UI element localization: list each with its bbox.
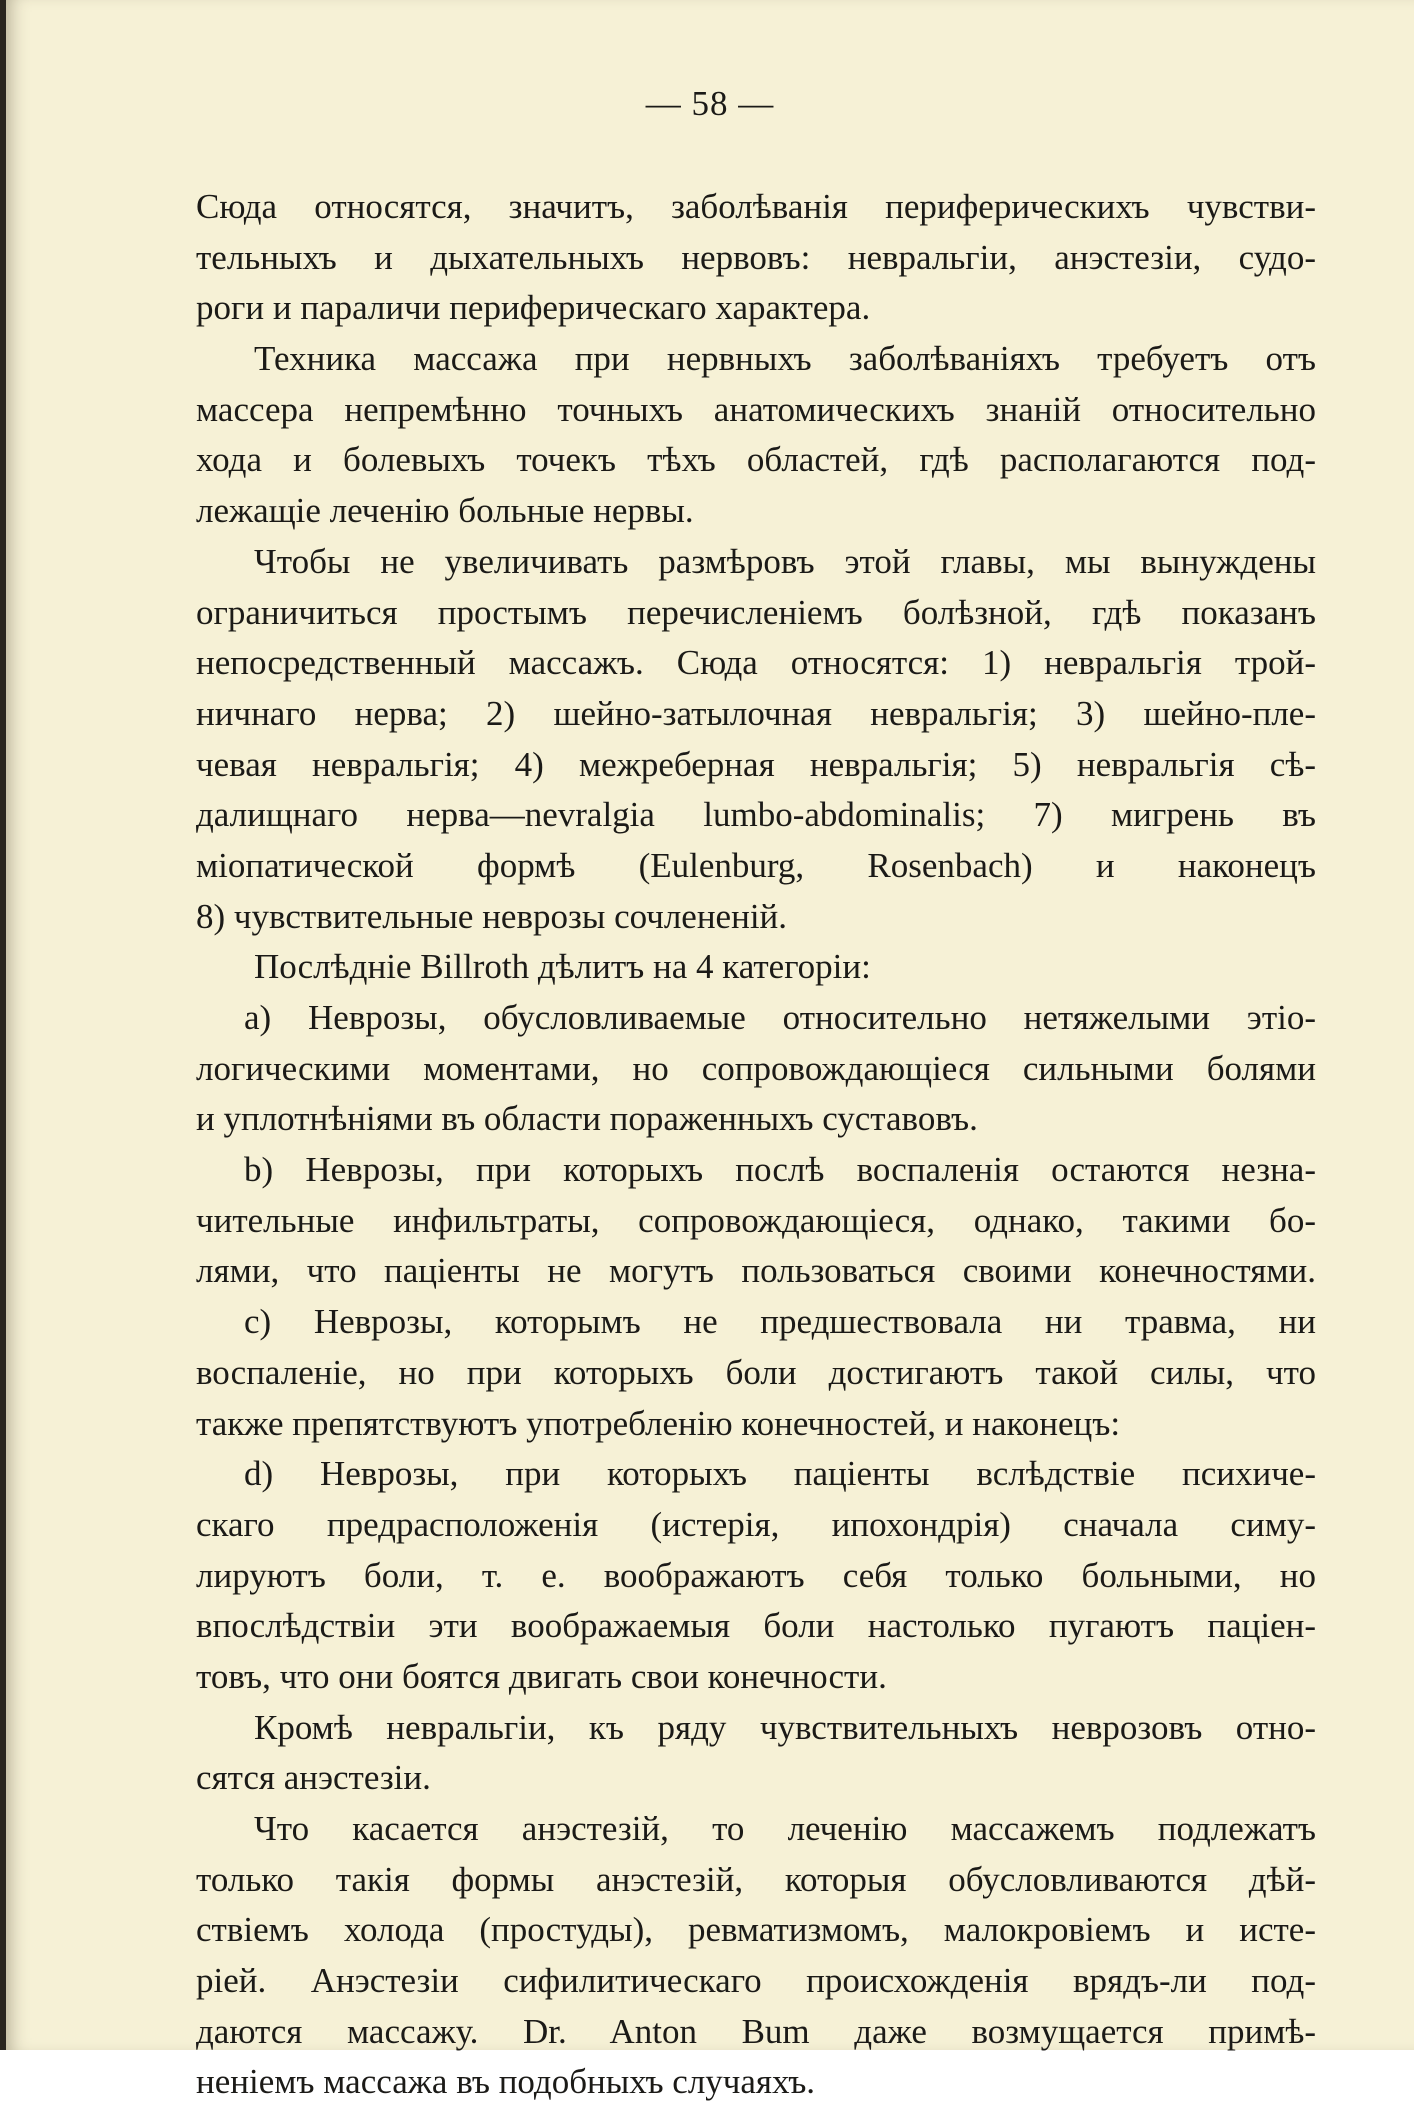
text-line: ограничиться простымъ перечисленіемъ болѣзной, гдѣ показанъ bbox=[196, 592, 1316, 632]
text-line: неніемъ массажа въ подобныхъ случаяхъ. bbox=[196, 2062, 816, 2102]
text-line: также препятствуютъ употребленію конечностей, и наконецъ: bbox=[196, 1403, 1121, 1443]
text-line: только такія формы анэстезій, которыя обусловливаются дѣй- bbox=[196, 1859, 1316, 1899]
text-line: Кромѣ невральгіи, къ ряду чувствительныхъ неврозовъ отно- bbox=[254, 1707, 1316, 1747]
text-line: Что касается анэстезій, то леченію массажемъ подлежатъ bbox=[254, 1809, 1316, 1848]
text-line: логическими моментами, но сопровождающіеся сильными болями bbox=[196, 1048, 1316, 1088]
text-line: воспаленіе, но при которыхъ боли достигаютъ такой силы, что bbox=[196, 1352, 1316, 1392]
text-line: ствіемъ холода (простуды), ревматизмомъ, малокровіемъ и исте- bbox=[196, 1910, 1316, 1950]
text-line: лируютъ боли, т. е. воображаютъ себя только больными, но bbox=[196, 1555, 1316, 1595]
text-line: непосредственный массажъ. Сюда относятся: 1) невральгія трой- bbox=[196, 643, 1316, 683]
text-line: и уплотнѣніями въ области пораженныхъ суставовъ. bbox=[196, 1099, 978, 1139]
text-line: Техника массажа при нервныхъ заболѣваніяхъ требуетъ отъ bbox=[254, 339, 1316, 379]
text-line: тельныхъ и дыхательныхъ нервовъ: невральгіи, анэстезіи, судо- bbox=[196, 237, 1316, 277]
text-line: Чтобы не увеличивать размѣровъ этой главы, мы вынуждены bbox=[254, 541, 1316, 581]
text-line: міопатической формѣ (Eulenburg, Rosenbach) и наконецъ bbox=[196, 845, 1316, 885]
text-line: чительные инфильтраты, сопровождающіеся, однако, такими бо- bbox=[196, 1200, 1316, 1240]
page-number: — 58 — bbox=[645, 84, 775, 123]
text-line: ріей. Анэстезіи сифилитическаго происхожденія врядъ-ли под- bbox=[196, 1961, 1316, 2001]
text-line: впослѣдствіи эти воображаемыя боли настолько пугаютъ паціен- bbox=[196, 1606, 1316, 1646]
text-line: сятся анэстезіи. bbox=[196, 1758, 431, 1798]
body-text bbox=[196, 182, 1316, 2108]
text-line: роги и параличи периферическаго характера. bbox=[196, 288, 871, 328]
text-line: Сюда относятся, значитъ, заболѣванія периферическихъ чувстви- bbox=[196, 187, 1316, 226]
text-line: скаго предрасположенія (истерія, ипохондрія) сначала симу- bbox=[196, 1504, 1316, 1544]
text-line: 8) чувствительные неврозы сочлененій. bbox=[196, 896, 788, 936]
text-line: товъ, что они боятся двигать свои конечности. bbox=[196, 1656, 887, 1696]
text-line: d) Неврозы, при которыхъ паціенты вслѣдствіе психиче- bbox=[244, 1454, 1316, 1494]
text-line: чевая невральгія; 4) межреберная невральгія; 5) невральгія сѣ- bbox=[196, 744, 1316, 784]
text-line: b) Неврозы, при которыхъ послѣ воспаленія остаются незна- bbox=[244, 1150, 1316, 1190]
text-line: далищнаго нерва—nevralgia lumbo-abdominalis; 7) мигрень въ bbox=[196, 795, 1316, 835]
text-line: a) Неврозы, обусловливаемые относительно нетяжелыми этіо- bbox=[244, 998, 1316, 1037]
text-line: ничнаго нерва; 2) шейно-затылочная невральгія; 3) шейно-пле- bbox=[196, 693, 1316, 733]
text-line: Послѣдніе Billroth дѣлитъ на 4 категоріи: bbox=[254, 947, 871, 987]
text-line: хода и болевыхъ точекъ тѣхъ областей, гдѣ располагаются под- bbox=[196, 440, 1316, 480]
text-line: даются массажу. Dr. Anton Bum даже возмущается примѣ- bbox=[196, 2011, 1316, 2051]
text-line: лежащіе леченію больные нервы. bbox=[196, 491, 694, 531]
text-line: c) Неврозы, которымъ не предшествовала ни травма, ни bbox=[244, 1302, 1316, 1342]
text-line: массера непремѣнно точныхъ анатомическихъ знаній относительно bbox=[196, 389, 1316, 429]
text-line: лями, что паціенты не могутъ пользоваться своими конечностями. bbox=[196, 1251, 1316, 1291]
